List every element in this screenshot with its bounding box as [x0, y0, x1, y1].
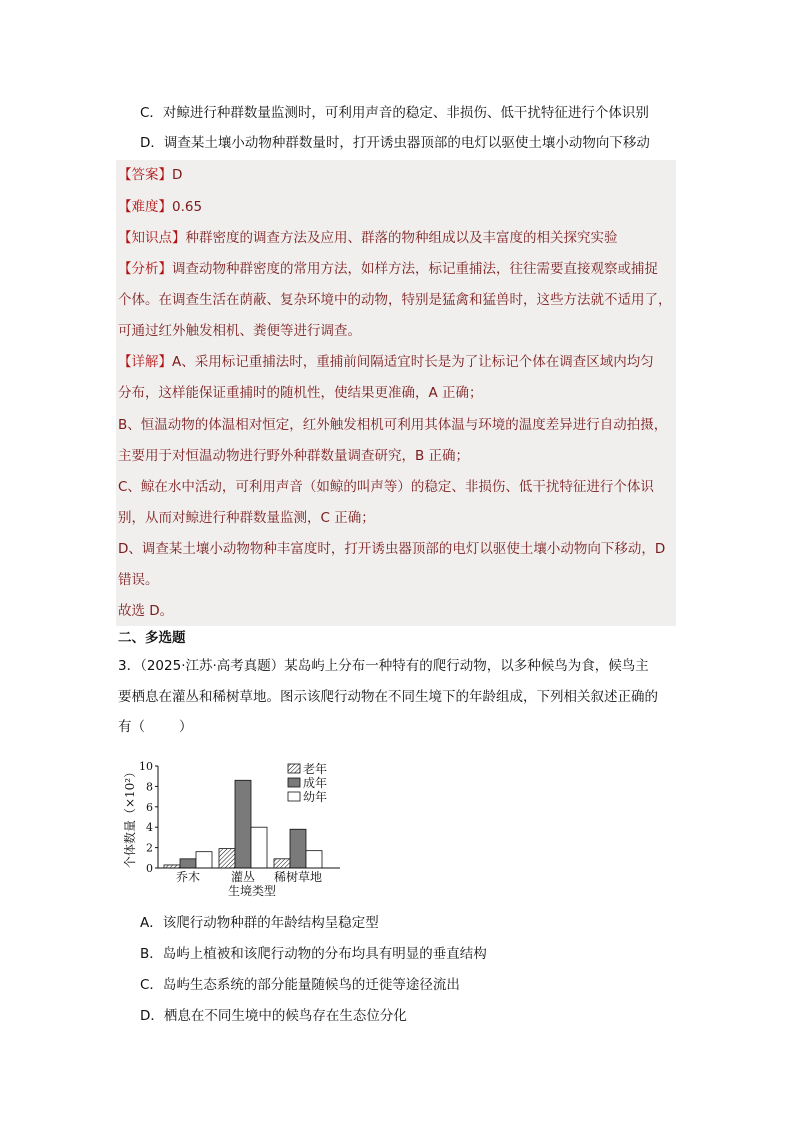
detail-line-6: 别，从而对鲸进行种群数量监测，C 正确；: [118, 510, 375, 526]
detail-line-2: 分布，这样能保证重捕时的随机性，使结果更准确，A 正确；: [118, 385, 483, 401]
bar-幼年-灌丛: [251, 827, 267, 868]
detail-line-3: B、恒温动物的体温相对恒定，红外触发相机可利用其体温与环境的温度差异进行自动拍摄，: [118, 417, 668, 433]
bar-成年-乔木: [180, 859, 196, 868]
analysis-line-1: [118, 260, 658, 278]
option-b: B．岛屿上植被和该爬行动物的分布均具有明显的垂直结构: [140, 946, 487, 962]
knowledge-tag: 【知识点】: [118, 230, 186, 246]
age-structure-chart: [118, 754, 348, 900]
y-axis-label: 个体数量（×10²）: [123, 765, 137, 869]
y-tick-label: 4: [146, 821, 153, 835]
y-tick-label: 0: [146, 862, 153, 875]
question-line-3: [118, 718, 193, 736]
section-heading: 二、多选题: [118, 630, 186, 646]
detail-line-1: [118, 353, 654, 371]
detail-tag: 【详解】: [118, 354, 172, 370]
difficulty-line: [118, 198, 202, 216]
knowledge-line: [118, 229, 618, 247]
bar-成年-稀树草地: [290, 829, 306, 868]
question-line-2: 要栖息在灌丛和稀树草地。图示该爬行动物在不同生境下的年龄组成，下列相关叙述正确的: [118, 689, 658, 705]
legend-swatch: [288, 764, 300, 773]
analysis-line-3: 可通过红外触发相机、粪便等进行调查。: [118, 323, 361, 339]
bar-幼年-稀树草地: [306, 851, 322, 868]
option-d: D．栖息在不同生境中的候鸟存在生态位分化: [140, 1008, 407, 1024]
bar-幼年-乔木: [196, 852, 212, 868]
x-tick-label: 乔木: [175, 870, 201, 884]
question-line-1: 3．（2025·江苏·高考真题）某岛屿上分布一种特有的爬行动物，以多种候鸟为食，候鸟主: [118, 658, 649, 674]
legend-label: 成年: [303, 776, 328, 790]
y-tick-label: 2: [146, 841, 153, 855]
bar-成年-灌丛: [235, 780, 251, 868]
bar-老年-灌丛: [219, 849, 235, 868]
detail-line-8: 错误。: [118, 572, 159, 588]
analysis-line-2: 个体。在调查生活在荫蔽、复杂环境中的动物，特别是猛禽和猛兽时，这些方法就不适用了，: [118, 292, 672, 308]
question-paren-open: 有（: [118, 719, 145, 735]
answer-value: D: [172, 167, 183, 183]
legend-label: 幼年: [303, 790, 328, 804]
legend-swatch: [288, 778, 300, 787]
option-c: C．岛屿生态系统的部分能量随候鸟的迁徙等途径流出: [140, 977, 460, 993]
detail-text-1: A、采用标记重捕法时，重捕前间隔适宜时长是为了让标记个体在调查区域内均匀: [172, 354, 654, 370]
y-tick-label: 6: [146, 800, 153, 814]
option-a: A．该爬行动物种群的年龄结构呈稳定型: [140, 915, 379, 931]
legend-swatch: [288, 792, 300, 801]
x-tick-label: 灌丛: [230, 870, 256, 884]
question-paren-close: ）: [179, 719, 193, 735]
option-d-top: D．调查某土壤小动物种群数量时，打开诱虫器顶部的电灯以驱使土壤小动物向下移动: [140, 135, 650, 151]
x-tick-label: 稀树草地: [273, 870, 323, 884]
analysis-text-1: 调查动物种群密度的常用方法，如样方法，标记重捕法，往往需要直接观察或捕捉: [172, 261, 658, 277]
difficulty-tag: 【难度】: [118, 199, 172, 215]
difficulty-value: 0.65: [172, 199, 203, 215]
y-tick-label: 10: [139, 760, 153, 773]
detail-line-4: 主要用于对恒温动物进行野外种群数量调查研究，B 正确；: [118, 448, 470, 464]
analysis-tag: 【分析】: [118, 261, 172, 277]
x-axis-label: 生境类型: [227, 884, 277, 898]
y-tick-label: 8: [146, 780, 153, 794]
answer-line: [118, 166, 182, 184]
detail-line-7: D、调查某土壤小动物物种丰富度时，打开诱虫器顶部的电灯以驱使土壤小动物向下移动，D: [118, 541, 666, 557]
option-c-top: C．对鲸进行种群数量监测时，可利用声音的稳定、非损伤、低干扰特征进行个体识别: [140, 105, 649, 121]
answer-tag: 【答案】: [118, 167, 172, 183]
knowledge-value: 种群密度的调查方法及应用、群落的物种组成以及丰富度的相关探究实验: [185, 230, 618, 246]
conclusion-line: 故选 D。: [118, 603, 174, 619]
legend-label: 老年: [303, 762, 328, 776]
detail-line-5: C、鲸在水中活动，可利用声音（如鲸的叫声等）的稳定、非损伤、低干扰特征进行个体识: [118, 479, 654, 495]
bar-老年-稀树草地: [274, 859, 290, 868]
